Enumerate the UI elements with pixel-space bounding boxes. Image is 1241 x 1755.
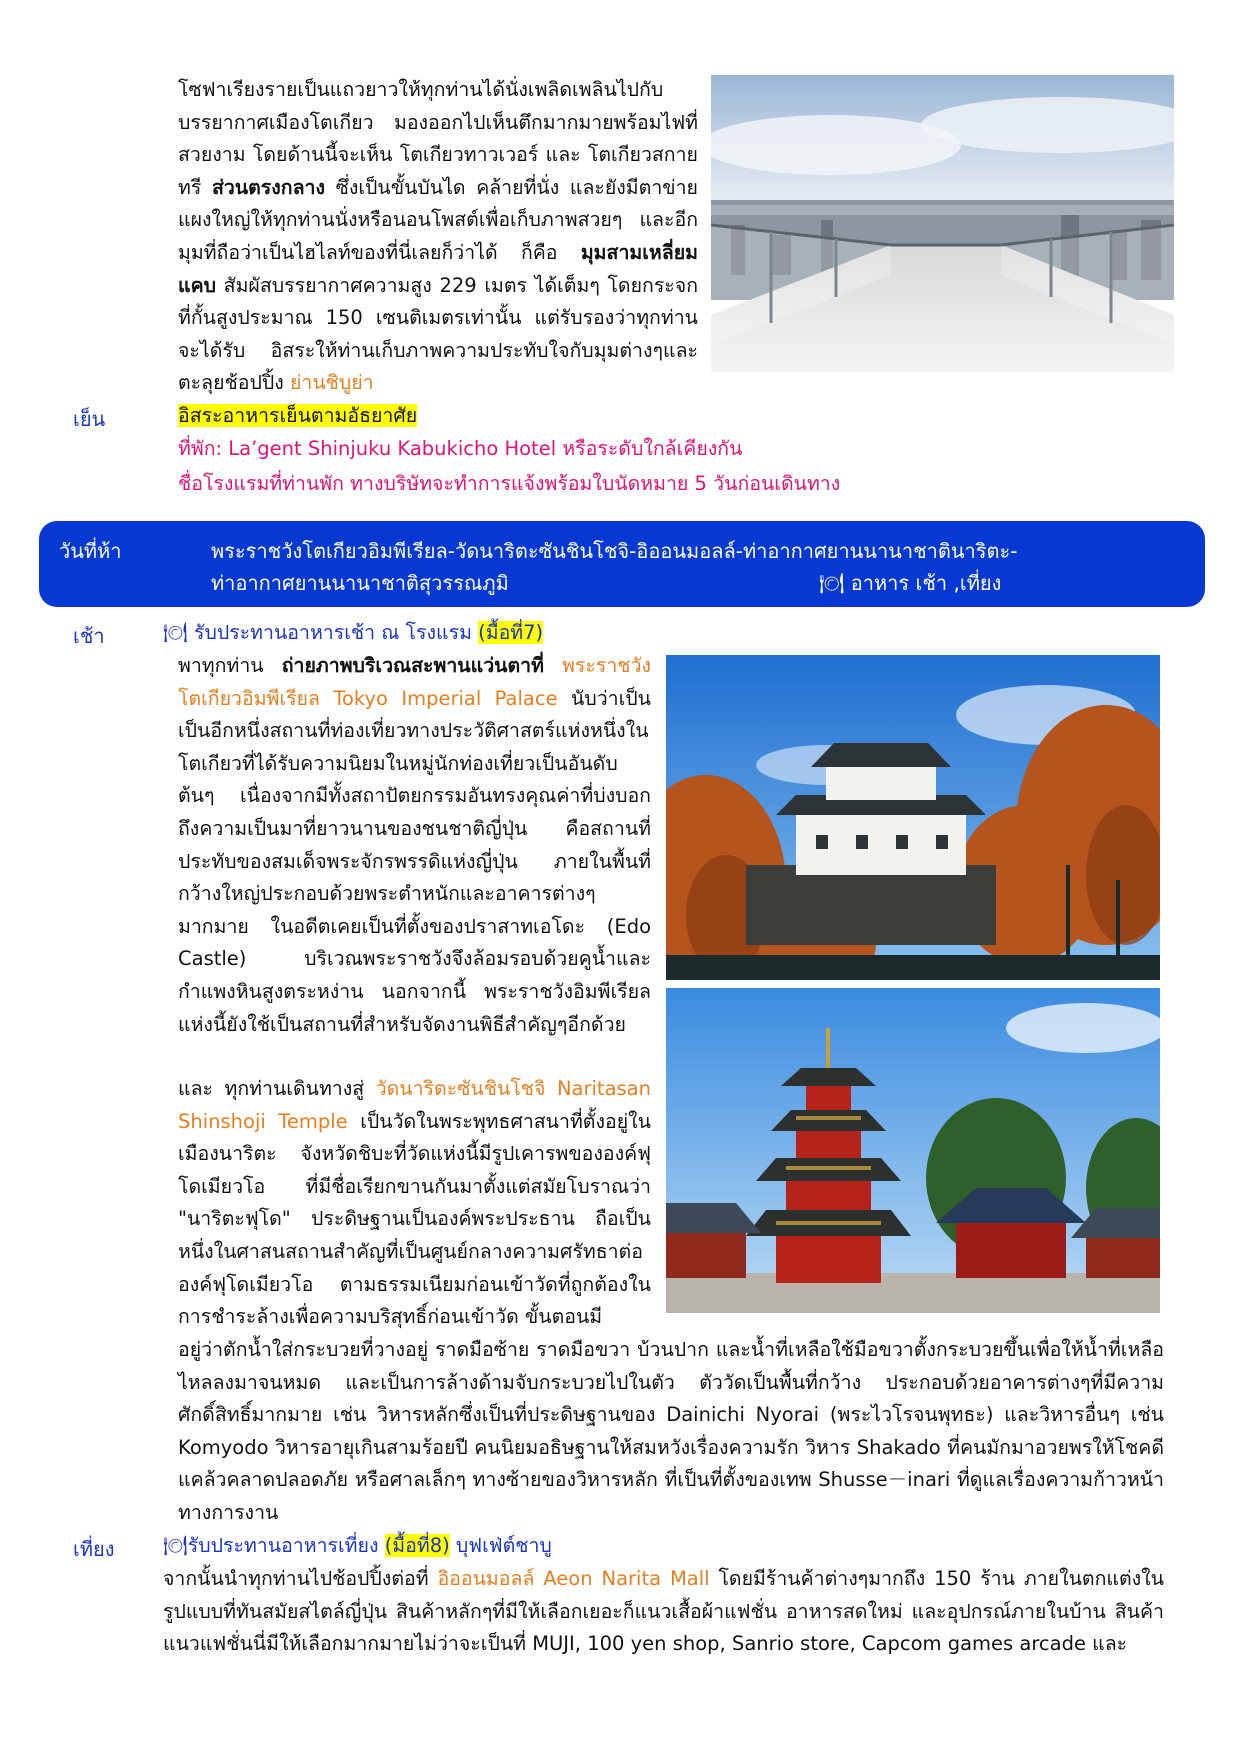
temple-paragraph: และ ทุกท่านเดินทางสู่ วัดนาริตะซันชินโชจิ Naritasan Shinshoji Temple เป็นวัดในพระพุทธศาสนาที่ตั้งอยู่ในเมืองนาริตะ จังหวัดชิบะที่วัดแห่งนี้มีรูปเคารพขององค์ฟุโดเมียวโอ ที่มีชื่อเรียกขานกันมาตั้งแต่สมัยโบราณว่า "นาริตะฟุโด" ประดิษฐานเป็นองค์พระประธาน ถือเป็นหนึ่งในศาสนสถานสำคัญที่เป็นศูนย์กลางความศรัทธาต่อองค์ฟุโดเมียวโอ ตามธรรมเนียมก่อนเข้าวัดที่ถูกต้องในการชำระล้างเพื่อความบริสุทธิ์ก่อนเข้าวัด ขั้นตอนมี — [178, 1077, 651, 1329]
meal-icon: 🍽 — [163, 1534, 188, 1557]
evening-meal: อิสระอาหารเย็นตามอัธยาศัย — [178, 404, 418, 427]
bold-triangle-corner: มุมสามเหลี่ยมแคบ — [178, 240, 698, 297]
palace-paragraph: พาทุกท่าน ถ่ายภาพบริเวณสะพานแว่นตาที่ พระราชวังโตเกียวอิมพีเรียล Tokyo Imperial Palace นับว่าเป็นเป็นอีกหนึ่งสถานที่ท่องเที่ยวทางประวัติศาสตร์แห่งหนึ่งในโตเกียวที่ได้รับความนิยมในหมู่นักท่องเที่ยวเป็นอันดับต้นๆ เนื่องจากมีทั้งสถาปัตยกรรมอันทรงคุณค่าที่บ่งบอกถึงความเป็นมาที่ยาวนานของชนชาติญี่ปุ่น คือสถานที่ประทับของสมเด็จพระจักรพรรดิแห่งญี่ปุ่น ภายในพื้นที่กว้างใหญ่ประกอบด้วยพระตำหนักและอาคารต่างๆมากมาย ในอดีตเคยเป็นที่ตั้งของปราสาทเอโดะ (Edo Castle) บริเวณพระราชวังจึงล้อมรอบด้วยคูน้ำและกำแพงหินสูงตระหง่าน นอกจากนี้ พระราชวังอิมพีเรียลแห่งนี้ยังใช้เป็นสถานที่สำหรับจัดงานพิธีสำคัญๆอีกด้วย — [178, 654, 652, 1036]
day-itinerary-line1: พระราชวังโตเกียวอิมพีเรียล-วัดนาริตะซันชินโชจิ-อิออนมอลล์-ท่าอากาศยานนานาชาตินาริตะ- — [211, 539, 1018, 563]
temple-paragraph-continued: อยู่ว่าตักน้ำใส่กระบวยที่วางอยู่ ราดมือซ้าย ราดมือขวา บ้วนปาก และน้ำที่เหลือใช้มือขวาตั้งกระบวยขึ้นเพื่อให้น้ำที่เหลือไหลลงมาจนหมด และเป็นการล้างด้ามจับกระบวยไปในตัว ตัววัดเป็นพื้นที่กว้าง ประกอบด้วยอาคารต่างๆที่มีความศักดิ์สิทธิ์มากมาย เช่น วิหารหลักซึ่งเป็นที่ประดิษฐานของ Dainichi Nyorai (พระไวโรจนพุทธะ) และวิหารอื่นๆ เช่น Komyodo วิหารอายุเกินสามร้อยปี คนนิยมอธิษฐานให้สมหวังเรื่องความรัก วิหาร Shakado ที่คนมักมาอวยพรให้โชคดีแคล้วคลาดปลอดภัย หรือศาลเล็กๆ ทางซ้ายของวิหารหลัก ที่เป็นที่ตั้งของเทพ Shusse－inari ที่ดูแลเรื่องความก้าวหน้าทางการงาน — [178, 1338, 1164, 1524]
aeon-mall-name: อิออนมอลล์ Aeon Narita Mall — [437, 1567, 710, 1590]
meal-icon: 🍽 — [819, 571, 845, 595]
skydeck-photo — [711, 75, 1174, 372]
meal-number: (มื้อที่7) — [478, 621, 544, 644]
day-itinerary-line2: ท่าอากาศยานนานาชาติสุวรรณภูมิ — [211, 571, 509, 595]
imperial-palace-photo — [666, 655, 1160, 980]
lunch-line: 🍽รับประทานอาหารเที่ยง (มื้อที่8) บุฟเฟ่ต์ชาบู — [163, 1534, 552, 1557]
shibuya-link: ย่านชิบูย่า — [289, 371, 374, 395]
meal-number: (มื้อที่8) — [384, 1534, 450, 1557]
day-banner — [39, 521, 1205, 607]
breakfast-line: 🍽 รับประทานอาหารเช้า ณ โรงแรม (มื้อที่7) — [163, 621, 544, 644]
meal-icon: 🍽 — [163, 621, 188, 644]
aeon-mall-paragraph: จากนั้นนำทุกท่านไปช้อปปิ้งต่อที่ อิออนมอลล์ Aeon Narita Mall โดยมีร้านค้าต่างๆมากถึง 150 ร้าน ภายในตกแต่งในรูปแบบที่ทันสมัยสไตล์ญี่ปุ่น สินค้าหลักๆที่มีให้เลือกเยอะก็แนวเสื้อผ้าแฟชั่น อาหารสดใหม่ และอุปกรณ์ภายในบ้าน สินค้าแนวแฟชั่นนี่มีให้เลือกมากมายไม่ว่าจะเป็นที่ MUJI, 100 yen shop, Sanrio store, Capcom games arcade และ — [163, 1567, 1165, 1656]
bold-center-section: ส่วนตรงกลาง — [211, 175, 326, 199]
morning-label: เช้า — [73, 624, 105, 648]
naritasan-temple-photo — [666, 988, 1160, 1313]
hotel-line: ที่พัก: La’gent Shinjuku Kabukicho Hotel หรือระดับใกล้เคียงกัน — [178, 437, 743, 460]
skydeck-paragraph: โซฟาเรียงรายเป็นแถวยาวให้ทุกท่านได้นั่งเพลิดเพลินไปกับบรรยากาศเมืองโตเกียว มองออกไปเห็นตึกมากมายพร้อมไฟที่สวยงาม โดยด้านนี้จะเห็น โตเกียวทาวเวอร์ และ โตเกียวสกายทรี ส่วนตรงกลาง ซึ่งเป็นขั้นบันได คล้ายที่นั่ง และยังมีตาข่ายแผงใหญ่ให้ทุกท่านนั่งหรือนอนโพสต์เพื่อเก็บภาพสวยๆ และอีกมุมที่ถือว่าเป็นไฮไลท์ของที่นี่เลยก็ว่าได้ ก็คือ มุมสามเหลี่ยมแคบ สัมผัสบรรยากาศความสูง 229 เมตร ได้เต็มๆ โดยกระจกที่กั้นสูงประมาณ 150 เซนติเมตรเท่านั้น แต่รับรองว่าทุกท่านจะได้รับ อิสระให้ท่านเก็บภาพความประทับใจกับมุมต่างๆและตะลุยช้อปปิ้ง ย่านชิบูย่า — [178, 78, 698, 395]
temple-name: วัดนาริตะซันชินโชจิ Naritasan Shinshoji Temple — [178, 1077, 651, 1133]
noon-label: เที่ยง — [73, 1537, 115, 1561]
evening-label: เย็น — [73, 407, 106, 431]
palace-name: พระราชวังโตเกียวอิมพีเรียล Tokyo Imperial Palace — [178, 654, 652, 710]
hotel-notice: ชื่อโรงแรมที่ท่านพัก ทางบริษัทจะทำการแจ้งพร้อมใบนัดหมาย 5 วันก่อนเดินทาง — [178, 472, 841, 495]
day-label: วันที่ห้า — [59, 539, 122, 563]
day-meals: 🍽 อาหาร เช้า ,เที่ยง — [819, 571, 1002, 595]
